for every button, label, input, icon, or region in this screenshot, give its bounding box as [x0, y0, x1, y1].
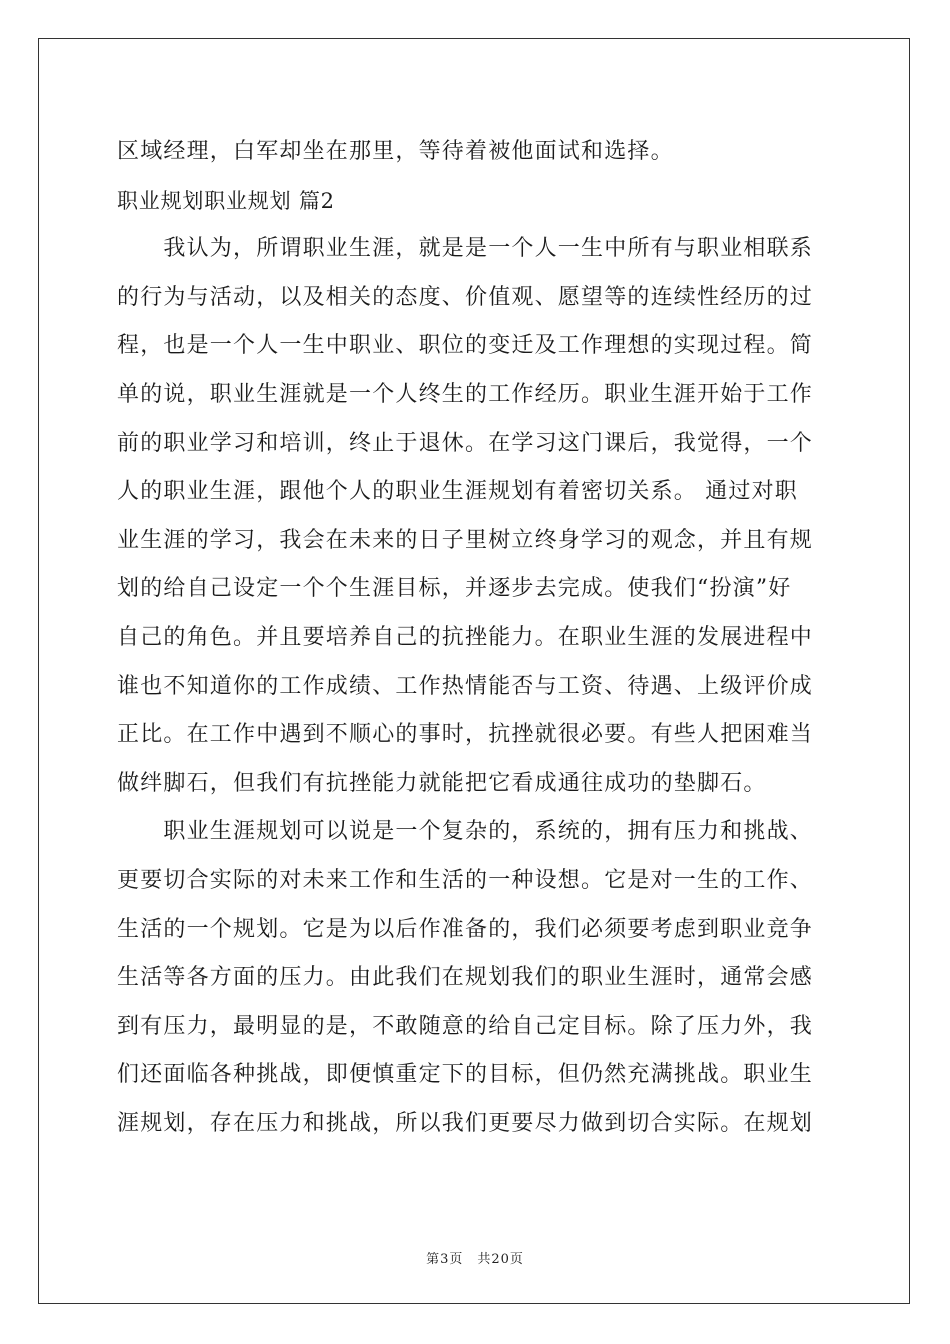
text-line: 单的说，职业生涯就是一个人终生的工作经历。职业生涯开始于工作	[117, 381, 814, 407]
text-line: 人的职业生涯，跟他个人的职业生涯规划有着密切关系。 通过对职	[117, 479, 798, 505]
text-line: 正比。在工作中遇到不顺心的事时，抗挫就很必要。有些人把困难当	[117, 722, 814, 748]
page-number-footer: 第3页 共20页	[426, 1252, 524, 1267]
text-line: 更要切合实际的对未来工作和生活的一种设想。它是对一生的工作、	[117, 867, 814, 893]
text-line: 涯规划，存在压力和挑战，所以我们更要尽力做到切合实际。在规划	[117, 1110, 814, 1136]
text-line: 区域经理，白军却坐在那里，等待着被他面试和选择。	[117, 139, 674, 164]
text-line: 生活等各方面的压力。由此我们在规划我们的职业生涯时，通常会感	[117, 965, 814, 991]
text-line: 我认为，所谓职业生涯，就是是一个人一生中所有与职业相联系	[117, 236, 814, 262]
document-body	[117, 128, 833, 1148]
text-line: 职业生涯规划可以说是一个复杂的，系统的，拥有压力和挑战、	[117, 819, 814, 845]
text-line: 做绊脚石，但我们有抗挫能力就能把它看成通往成功的垫脚石。	[117, 770, 767, 796]
text-line: 生活的一个规划。它是为以后作准备的，我们必须要考虑到职业竞争	[117, 916, 814, 942]
text-line: 们还面临各种挑战，即便慎重定下的目标，但仍然充满挑战。职业生	[117, 1062, 814, 1088]
text-line: 划的给自己设定一个个生涯目标，并逐步去完成。使我们“扮演”好	[117, 576, 792, 602]
text-line: 自己的角色。并且要培养自己的抗挫能力。在职业生涯的发展进程中	[117, 624, 814, 650]
text-line: 到有压力，最明显的是，不敢随意的给自己定目标。除了压力外，我	[117, 1013, 814, 1039]
text-line: 的行为与活动，以及相关的态度、价值观、愿望等的连续性经历的过	[117, 284, 814, 310]
text-line: 谁也不知道你的工作成绩、工作热情能否与工资、待遇、上级评价成	[117, 673, 814, 699]
section-heading: 职业规划职业规划 篇2	[117, 188, 335, 213]
text-line: 程，也是一个人一生中职业、职位的变迁及工作理想的实现过程。简	[117, 333, 814, 359]
text-line: 业生涯的学习，我会在未来的日子里树立终身学习的观念，并且有规	[117, 527, 814, 553]
text-line: 前的职业学习和培训，终止于退休。在学习这门课后，我觉得，一个	[117, 430, 814, 456]
